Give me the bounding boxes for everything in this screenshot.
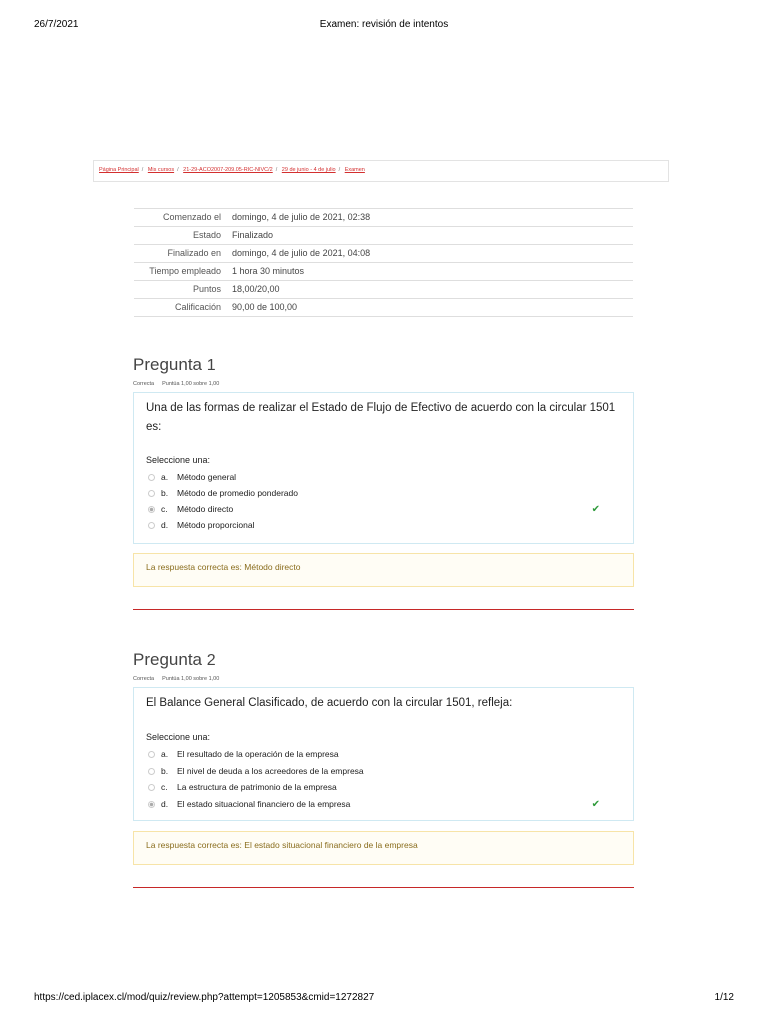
breadcrumb-exam-link[interactable]: Examen	[344, 167, 365, 173]
summary-value: 1 hora 30 minutos	[232, 266, 305, 276]
select-one-label: Seleccione una:	[146, 455, 211, 465]
option-letter: b.	[161, 766, 169, 776]
print-url: https://ced.iplacex.cl/mod/quiz/review.php?attempt=1205853&cmid=1272827	[34, 992, 375, 1003]
answer-option-c[interactable]	[148, 502, 618, 516]
summary-row	[134, 227, 633, 245]
option-label: El resultado de la operación de la empresa	[177, 749, 339, 759]
breadcrumb-courses-link[interactable]: Mis cursos	[147, 167, 175, 173]
answer-option-a[interactable]	[148, 747, 618, 761]
answer-option-d[interactable]	[148, 797, 618, 811]
summary-value: 90,00 de 100,00	[232, 302, 298, 312]
option-letter: c.	[161, 504, 168, 514]
summary-row	[134, 245, 633, 263]
breadcrumb-separator: /	[177, 167, 179, 173]
summary-label: Puntos	[192, 284, 221, 294]
option-letter: a.	[161, 749, 169, 759]
breadcrumb-week-link[interactable]: 29 de junio - 4 de julio	[281, 167, 336, 173]
question-number: 2	[206, 652, 216, 669]
question-1-heading	[133, 355, 216, 375]
question-divider	[133, 609, 634, 610]
select-one-label: Seleccione una:	[146, 732, 211, 742]
question-1-meta	[133, 381, 219, 387]
question-grade: Puntúa 1,00 sobre 1,00	[162, 381, 220, 387]
radio-icon[interactable]	[148, 751, 155, 758]
option-letter: a.	[161, 472, 169, 482]
breadcrumb-home-link[interactable]: Página Principal	[99, 167, 139, 173]
summary-label: Estado	[192, 230, 221, 240]
radio-icon[interactable]	[148, 522, 155, 529]
correct-check-icon: ✔	[591, 503, 600, 515]
answer-option-a[interactable]	[148, 470, 618, 484]
question-grade: Puntúa 1,00 sobre 1,00	[162, 676, 220, 682]
summary-label: Comenzado el	[162, 212, 221, 222]
question-heading-label: Pregunta	[133, 355, 202, 374]
print-title: Examen: revisión de intentos	[319, 19, 449, 30]
option-letter: d.	[161, 799, 169, 809]
question-text: El Balance General Clasificado, de acuerdo con la circular 1501, refleja:	[146, 697, 513, 709]
breadcrumb	[93, 160, 669, 182]
question-2-heading	[133, 650, 216, 670]
radio-checked-icon[interactable]	[148, 506, 155, 513]
answer-option-b[interactable]	[148, 764, 618, 778]
answer-option-d[interactable]	[148, 518, 618, 532]
breadcrumb-separator: /	[275, 167, 278, 173]
option-label: Método general	[177, 472, 237, 482]
breadcrumb-separator: /	[141, 167, 144, 173]
summary-value: domingo, 4 de julio de 2021, 02:38	[232, 212, 371, 222]
option-letter: b.	[161, 488, 169, 498]
option-label: Método de promedio ponderado	[177, 488, 298, 498]
option-letter: c.	[161, 782, 168, 792]
question-2-box	[133, 687, 634, 821]
option-label: La estructura de patrimonio de la empresa	[177, 782, 337, 792]
question-1-box	[133, 392, 634, 544]
print-date: 26/7/2021	[34, 19, 79, 30]
summary-value: domingo, 4 de julio de 2021, 04:08	[232, 248, 371, 258]
option-letter: d.	[161, 520, 169, 530]
correct-check-icon: ✔	[591, 798, 600, 810]
summary-row	[134, 209, 633, 227]
attempt-summary-table	[134, 208, 633, 317]
question-heading-label: Pregunta	[133, 650, 202, 669]
radio-icon[interactable]	[148, 784, 155, 791]
breadcrumb-separator: /	[338, 167, 341, 173]
answer-option-b[interactable]	[148, 486, 618, 500]
question-2-feedback: La respuesta correcta es: El estado situacional financiero de la empresa	[133, 831, 634, 865]
radio-icon[interactable]	[148, 768, 155, 775]
summary-label: Finalizado en	[167, 248, 221, 258]
summary-value: 18,00/20,00	[232, 284, 280, 294]
question-1-feedback: La respuesta correcta es: Método directo	[133, 553, 634, 587]
question-number: 1	[206, 357, 216, 374]
question-text: Una de las formas de realizar el Estado de Flujo de Efectivo de acuerdo con la circular 1501 es:	[146, 402, 616, 433]
radio-icon[interactable]	[148, 474, 155, 481]
summary-row	[134, 263, 633, 281]
summary-value: Finalizado	[232, 230, 274, 240]
question-state: Correcta	[133, 381, 155, 387]
summary-row	[134, 299, 633, 317]
breadcrumb-course-link[interactable]: 21-29-ACO2007-209.05-RIC-NIVC/2	[183, 167, 273, 173]
summary-label: Calificación	[174, 302, 221, 312]
option-label: El estado situacional financiero de la empresa	[177, 799, 351, 809]
radio-checked-icon[interactable]	[148, 801, 155, 808]
page-counter: 1/12	[714, 992, 734, 1003]
answer-option-c[interactable]	[148, 780, 618, 794]
summary-label: Tiempo empleado	[149, 266, 221, 276]
question-state: Correcta	[133, 676, 155, 682]
radio-icon[interactable]	[148, 490, 155, 497]
question-divider	[133, 887, 634, 888]
option-label: El nivel de deuda a los acreedores de la empresa	[177, 766, 364, 776]
option-label: Método directo	[177, 504, 234, 514]
print-header	[0, 19, 768, 33]
summary-row	[134, 281, 633, 299]
question-2-meta	[133, 676, 219, 682]
option-label: Método proporcional	[177, 520, 255, 530]
